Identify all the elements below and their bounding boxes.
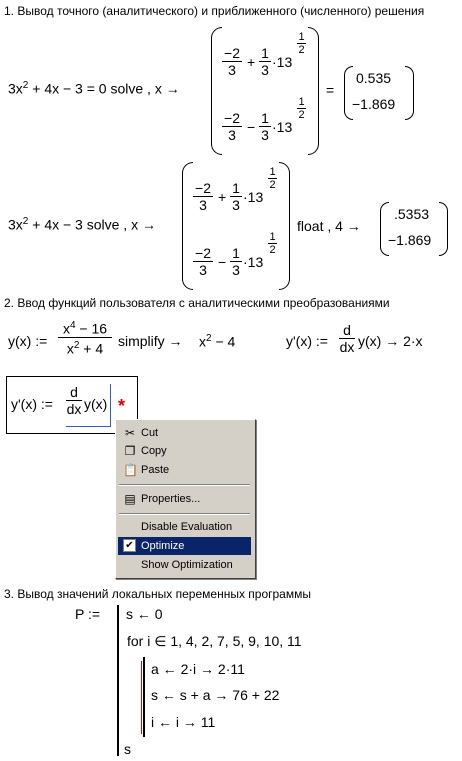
section1-heading: 1. Вывод точного (аналитического) и приближенного (численного) решения — [4, 4, 425, 18]
eq2-result-right-paren — [439, 202, 448, 256]
menu-item-paste[interactable]: 📋 Paste — [123, 463, 170, 477]
deriv-d-dx: d dx — [339, 322, 355, 355]
program-line-2: for i ∈ 1, 4, 2, 7, 5, 9, 10, 11 — [127, 633, 302, 649]
simplify-lhs: y(x) := — [8, 333, 48, 349]
eq1-equals: = — [326, 82, 335, 98]
eq1-lhs: 3x — [8, 80, 23, 97]
properties-icon: ▤ — [124, 492, 136, 506]
program-lhs: P := — [75, 606, 101, 622]
program-line-5: i ← i → 11 — [151, 714, 216, 730]
program-line-6: s — [124, 741, 131, 757]
eq2-result-2: −1.869 — [388, 232, 432, 248]
eq1-r2-tail: ·13 — [272, 119, 293, 135]
menu-item-copy[interactable]: ❐ Copy — [124, 444, 167, 458]
menu-item-properties[interactable]: ▤ Properties... — [124, 492, 201, 506]
loop-body-red-marker — [141, 661, 142, 734]
program-line-1: s ← 0 — [126, 606, 163, 622]
checkmark-icon: ✔ — [123, 539, 136, 552]
eq1-r2-op: − — [247, 119, 256, 135]
eq1-rest: + 4x − 3 = 0 solve , x → — [32, 80, 180, 97]
eq2-r1-tail: ·13 — [243, 189, 264, 205]
section3-heading: 3. Вывод значений локальных переменных программы — [4, 587, 311, 601]
deriv-lhs: y'(x) := — [286, 333, 328, 349]
eq1-r2-frac-b: 1 3 — [259, 110, 271, 143]
eq2-rest: + 4x − 3 solve , x → — [32, 216, 156, 233]
eq1-r1-op: + — [247, 54, 256, 70]
edit-cursor — [110, 384, 111, 426]
context-menu — [115, 419, 256, 579]
simplify-result: $x^2 - 4$ — [199, 333, 236, 350]
menu-separator — [119, 513, 250, 515]
eq2-r1-frac-a: −2 3 — [193, 180, 213, 213]
eq2-exp: 2 — [22, 216, 29, 227]
eq1-exp: 2 — [22, 80, 29, 91]
boxed-d-dx[interactable]: d dx — [66, 384, 82, 417]
eq1-r1-tail: ·13 — [272, 54, 293, 70]
simplify-fraction: $x^4 - 16$ $x^2 + 4$ — [58, 318, 112, 356]
eq1-r1-frac-b: 1 3 — [259, 45, 271, 78]
eq1-right-paren — [308, 27, 319, 155]
program-line-4: s ← s + a → 76 + 22 — [151, 687, 280, 703]
scissors-icon: ✂ — [124, 426, 136, 440]
menu-item-optimize[interactable]: ✔ Optimize — [118, 537, 251, 555]
eq2-r2-frac-b: 1 3 — [230, 245, 242, 278]
edit-underline — [66, 426, 111, 427]
section2-heading: 2. Ввод функций пользователя с аналитическими преобразованиями — [4, 296, 390, 310]
eq2-r2-op: − — [218, 254, 227, 270]
boxed-mid[interactable]: y(x) — [84, 396, 108, 412]
eq2-left-paren — [182, 162, 193, 290]
eq2-r2-tail: ·13 — [243, 254, 264, 270]
deriv-mid: y(x) → 2·x — [358, 333, 423, 349]
program-bar — [117, 605, 119, 756]
eq1-r1-frac-a: −2 3 — [222, 45, 242, 78]
boxed-lhs[interactable]: y'(x) := — [11, 396, 53, 412]
eq2-float-label: float , 4 → — [297, 218, 361, 234]
eq2-lhs: 3x — [8, 216, 23, 233]
menu-separator — [119, 484, 250, 486]
eq1-r1-exp: 1 2 — [298, 31, 305, 56]
copy-icon: ❐ — [124, 444, 136, 458]
eq2-r2-frac-a: −2 3 — [193, 245, 213, 278]
eq2-r1-frac-b: 1 3 — [230, 180, 242, 213]
program-line-3: a ← 2·i → 2·11 — [151, 661, 245, 677]
menu-item-cut[interactable]: ✂ Cut — [124, 426, 159, 440]
eq2-r1-op: + — [218, 189, 227, 205]
eq1-left-paren — [211, 27, 222, 155]
paste-icon: 📋 — [123, 463, 138, 477]
eq2-r1-exp: 1 2 — [269, 166, 276, 191]
menu-item-disable-evaluation[interactable]: Disable Evaluation — [141, 521, 233, 533]
eq1-result-right-paren — [405, 66, 414, 120]
loop-body-bar — [143, 657, 145, 737]
eq1-r2-exp: 1 2 — [298, 96, 305, 121]
eq1-r2-frac-a: −2 3 — [222, 110, 242, 143]
eq2-right-paren — [279, 162, 290, 290]
menu-item-show-optimization[interactable]: Show Optimization — [141, 559, 233, 571]
eq2-result-1: .5353 — [394, 206, 430, 222]
eq1-result-1: 0.535 — [356, 70, 392, 86]
error-marker: * — [118, 396, 126, 416]
simplify-keyword: simplify → — [118, 333, 183, 349]
eq1-result-2: −1.869 — [352, 96, 396, 112]
eq2-r2-exp: 1 2 — [269, 231, 276, 256]
